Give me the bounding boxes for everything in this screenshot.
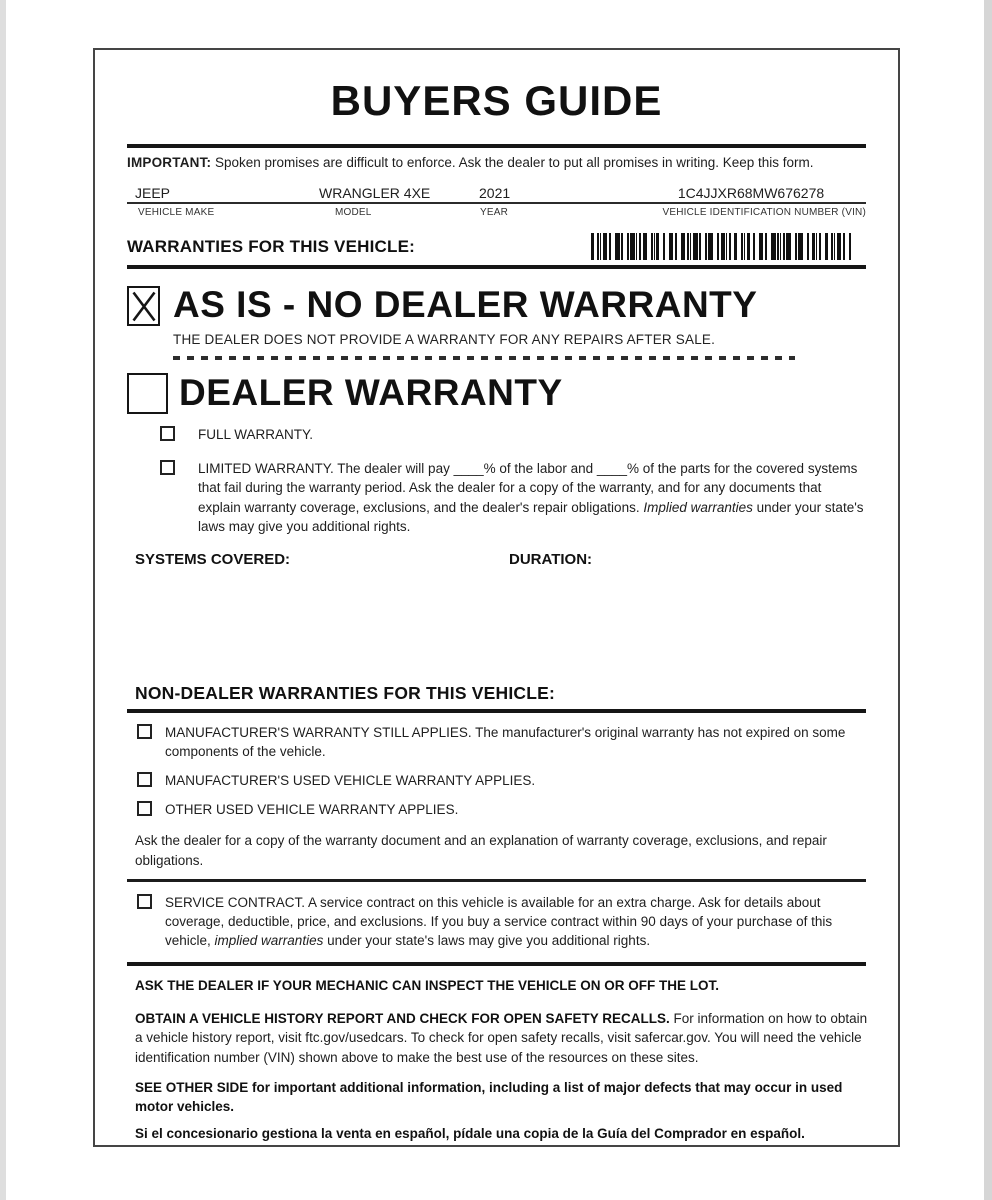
service-contract-checkbox [137,894,152,909]
vehicle-year-value: 2021 [479,185,511,202]
manufacturer-used-warranty-checkbox [137,772,152,787]
vin-barcode [591,233,851,260]
mechanic-inspect-line: ASK THE DEALER IF YOUR MECHANIC CAN INSPECT THE VEHICLE ON OR OFF THE LOT. [135,978,720,994]
dealer-warranty-checkbox [127,373,168,414]
manufacturer-warranty-checkbox [137,724,152,739]
vehicle-history-paragraph [127,1009,872,1066]
vehicle-values-row [127,185,866,204]
as-is-section [127,286,866,360]
systems-covered-label: SYSTEMS COVERED: [135,550,291,568]
systems-covered-blank-area [127,571,866,683]
full-warranty-checkbox [160,426,175,441]
limited-warranty-checkbox [160,460,175,475]
other-used-warranty-text: OTHER USED VEHICLE WARRANTY APPLIES. [165,802,459,818]
vehicle-model-value: WRANGLER 4XE [319,185,431,202]
manufacturer-used-warranty-text: MANUFACTURER'S USED VEHICLE WARRANTY APPLIES. [165,773,536,789]
manufacturer-used-warranty-row [127,771,866,790]
service-implied-warranties-italic: implied warranties [214,933,324,949]
limited-warranty-text-lead: LIMITED WARRANTY. The dealer will pay ____% of the labor and ____% of the parts for the covered systems that fail during the warranty period. Ask the dealer for a copy of the warranty, and for any documents that explain warranty coverage, exclusions, and the dealer's repair obligations. [198,461,858,515]
dashed-divider [173,356,795,360]
manufacturer-warranty-text: MANUFACTURER'S WARRANTY STILL APPLIES. The manufacturer's original warranty has not expired on some components of the vehicle. [165,724,846,759]
implied-warranties-italic: Implied warranties [643,499,753,515]
limited-warranty-text-tail: under your state's laws may give you additional rights. [198,499,864,534]
full-warranty-row [127,425,866,444]
as-is-subtitle: THE DEALER DOES NOT PROVIDE A WARRANTY FOR ANY REPAIRS AFTER SALE. [173,332,716,348]
service-contract-top-divider [127,879,866,882]
important-label: IMPORTANT: [127,155,212,171]
vehicle-labels-row [127,207,866,221]
see-other-side-paragraph: SEE OTHER SIDE for important additional information, including a list of major defects that may occur in used motor vehicles. [135,1079,843,1114]
vehicle-vin-label: VEHICLE IDENTIFICATION NUMBER (VIN) [662,207,866,219]
vehicle-history-lead: OBTAIN A VEHICLE HISTORY REPORT AND CHECK FOR OPEN SAFETY RECALLS. [135,1011,670,1027]
non-dealer-divider [127,709,866,713]
warranties-divider [127,265,866,269]
systems-duration-row [127,551,866,571]
non-dealer-heading: NON-DEALER WARRANTIES FOR THIS VEHICLE: [135,682,556,703]
important-text: Spoken promises are difficult to enforce. Ask the dealer to put all promises in writing. Keep this form. [211,155,814,171]
limited-warranty-row [127,459,866,536]
x-mark-icon [131,290,157,323]
title-divider [127,144,866,148]
as-is-title: AS IS - NO DEALER WARRANTY [173,284,758,326]
vehicle-make-label: VEHICLE MAKE [138,207,215,219]
vehicle-info-table [127,185,866,229]
viewer-right-edge [984,0,992,1200]
important-notice [127,155,866,170]
full-warranty-label: FULL WARRANTY. [198,427,314,443]
service-contract-text-tail: under your state's laws may give you additional rights. [323,933,651,949]
non-dealer-note: Ask the dealer for a copy of the warranty document and an explanation of warranty coverage, exclusions, and repair obligations. [135,833,827,868]
vehicle-history-rest: For information on how to obtain a vehicle history report, visit ftc.gov/usedcars. To check for open safety recalls, visit safercar.gov. You will need the vehicle identification number (VIN) shown above to make the best use of the resources on these sites. [135,1011,868,1065]
buyers-guide-form [93,48,900,1147]
vehicle-year-label: YEAR [480,207,509,219]
dealer-warranty-section [127,373,866,414]
spanish-notice: Si el concesionario gestiona la venta en español, pídale una copia de la Guía del Comprador en español. [135,1126,805,1141]
limited-warranty-text [198,459,866,536]
other-used-warranty-row [127,800,866,819]
page-title: BUYERS GUIDE [330,77,663,124]
dealer-warranty-title: DEALER WARRANTY [179,372,563,414]
vehicle-model-label: MODEL [335,207,372,219]
as-is-checkbox-checked [127,286,160,326]
vehicle-vin-value: 1C4JJXR68MW676278 [677,185,825,202]
as-is-body [173,286,866,360]
service-contract-text-lead: SERVICE CONTRACT. A service contract on this vehicle is available for an extra charge. Ask for details about coverage, deductible, price, and exclusions. If you buy a service contract within 90 days of your purchase of this vehicle, [165,894,833,949]
duration-label: DURATION: [509,550,593,568]
warranties-header-row [127,233,866,260]
service-contract-text [165,893,865,950]
warranties-heading: WARRANTIES FOR THIS VEHICLE: [127,236,415,256]
vehicle-make-value: JEEP [135,185,171,202]
service-contract-row [127,893,866,950]
service-contract-bottom-divider [127,962,866,966]
viewer-left-edge [0,0,6,1200]
other-used-warranty-checkbox [137,801,152,816]
manufacturer-warranty-row [127,723,866,761]
